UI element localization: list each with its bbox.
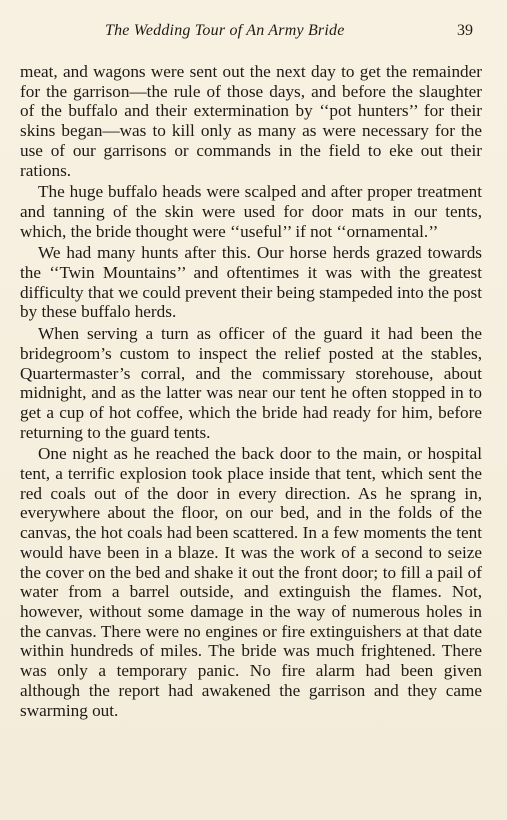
page-number: 39	[457, 22, 473, 39]
page-header	[0, 22, 507, 46]
paragraph-2: The huge buffalo heads were scalped and after proper treatment and tanning of the skin were used for door mats in our tents, which, the bride thought were ‘‘useful’’ if not ‘‘ornamental.’’	[20, 182, 482, 241]
page-body	[20, 62, 482, 722]
paragraph-5: One night as he reached the back door to the main, or hospital tent, a terrific explosion took place inside that tent, which sent the red coals out of the door in every direction. As he sprang in, everywhere about the floor, on our bed, and in the folds of the canvas, the hot coals had been scattered. In a few moments the tent would have been in a blaze. It was the work of a second to seize the cover on the bed and shake it out the front door; to fill a pail of water from a barrel outside, and extinguish the flames. Not, however, without some damage in the way of numerous holes in the canvas. There were no engines or fire extinguishers at that date within hundreds of miles. The bride was much frightened. There was only a temporary panic. No fire alarm had been given although the report had awakened the garrison and they came swarming out.	[20, 444, 482, 720]
paragraph-3: We had many hunts after this. Our horse herds grazed towards the ‘‘Twin Mountains’’ and oftentimes it was with the greatest difficulty that we could prevent their being stampeded into the post by these buffalo herds.	[20, 243, 482, 322]
running-title: The Wedding Tour of An Army Bride	[105, 22, 345, 39]
paragraph-4: When serving a turn as officer of the guard it had been the bridegroom’s custom to inspect the relief posted at the stables, Quartermaster’s corral, and the commissary storehouse, about midnight, and as the latter was near our tent he often stopped in to get a cup of hot coffee, which the bride had ready for him, before returning to the guard tents.	[20, 324, 482, 442]
paragraph-1: meat, and wagons were sent out the next day to get the remainder for the garrison—the rule of those days, and before the slaughter of the buffalo and their extermination by ‘‘pot hunters’’ for their skins began—was to kill only as many as were necessary for the use of our garrisons or commands in the field to eke out their rations.	[20, 62, 482, 180]
